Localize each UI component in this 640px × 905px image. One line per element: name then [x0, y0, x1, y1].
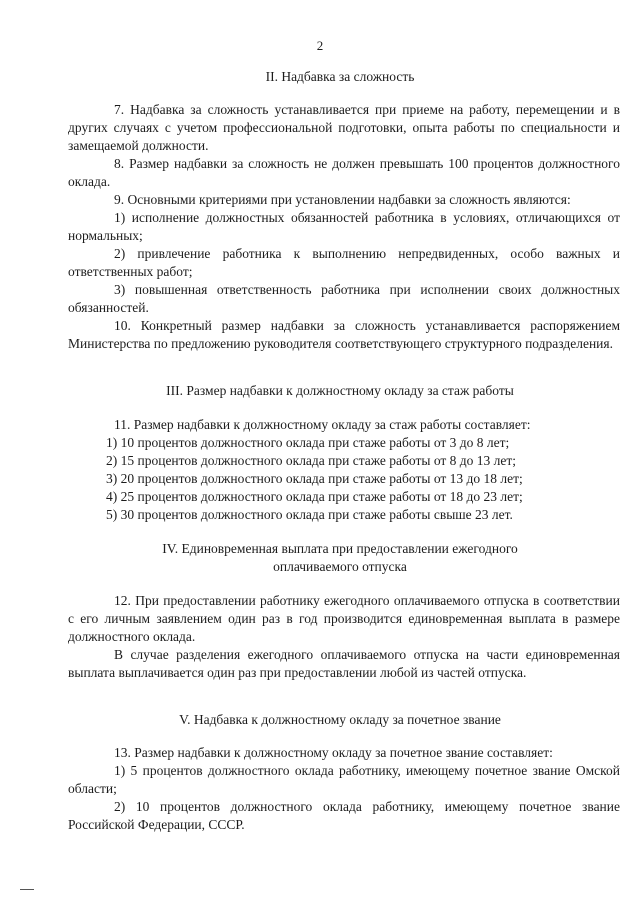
paragraph-7: 7. Надбавка за сложность устанавливается при приеме на работу, перемещении и в других случаях с учетом профессиональной подготовки, опыта работы по специальности и замещаемой должности. — [68, 102, 620, 153]
paragraph-9: 9. Основными критериями при установлении надбавки за сложность являются: — [114, 192, 571, 207]
page-number: 2 — [316, 38, 324, 53]
paragraph-12: 12. При предоставлении работнику ежегодного оплачиваемого отпуска в соответствии с его личным заявлением один раз в год производится единовременная выплата в размере должностного оклада. — [68, 593, 620, 644]
paragraph-13: 13. Размер надбавки к должностному окладу за почетное звание составляет: — [114, 745, 553, 760]
paragraph-10: 10. Конкретный размер надбавки за сложность устанавливается распоряжением Министерства по предложению руководителя соответствующего структурного подразделения. — [68, 318, 620, 351]
paragraph-13-item-2: 2) 10 процентов должностного оклада работнику, имеющему почетное звание Российской Федерации, СССР. — [68, 799, 620, 832]
paragraph-9-item-2: 2) привлечение работника к выполнению непредвиденных, особо важных и ответственных работ; — [68, 246, 620, 279]
section-5-title: V. Надбавка к должностному окладу за почетное звание — [179, 712, 501, 727]
paragraph-9-item-1: 1) исполнение должностных обязанностей работника в условиях, отличающихся от нормальных; — [68, 210, 620, 243]
scan-mark — [20, 889, 34, 890]
paragraph-8: 8. Размер надбавки за сложность не должен превышать 100 процентов должностного оклада. — [68, 156, 620, 189]
list-item: 4) 25 процентов должностного оклада при стаже работы от 18 до 23 лет; — [106, 489, 523, 504]
paragraph-12-continued: В случае разделения ежегодного оплачиваемого отпуска на части единовременная выплата выплачивается один раз при предоставлении любой из частей отпуска. — [68, 647, 620, 680]
section-2-title: II. Надбавка за сложность — [265, 69, 415, 84]
list-item: 1) 10 процентов должностного оклада при стаже работы от 3 до 8 лет; — [106, 435, 510, 450]
paragraph-13-item-1: 1) 5 процентов должностного оклада работнику, имеющему почетное звание Омской области; — [68, 763, 620, 796]
paragraph-11: 11. Размер надбавки к должностному окладу за стаж работы составляет: — [114, 417, 531, 432]
section-4-title-line-2: оплачиваемого отпуска — [273, 559, 407, 574]
seniority-list — [68, 434, 620, 524]
section-4-title — [60, 540, 620, 576]
section-4-title-line-1: IV. Единовременная выплата при предоставлении ежегодного — [162, 541, 518, 556]
list-item: 2) 15 процентов должностного оклада при стаже работы от 8 до 13 лет; — [106, 453, 517, 468]
section-3-title: III. Размер надбавки к должностному окладу за стаж работы — [166, 383, 514, 398]
list-item: 3) 20 процентов должностного оклада при стаже работы от 13 до 18 лет; — [106, 471, 523, 486]
paragraph-9-item-3: 3) повышенная ответственность работника при исполнении своих должностных обязанностей. — [68, 282, 620, 315]
list-item: 5) 30 процентов должностного оклада при стаже работы свыше 23 лет. — [106, 507, 513, 522]
